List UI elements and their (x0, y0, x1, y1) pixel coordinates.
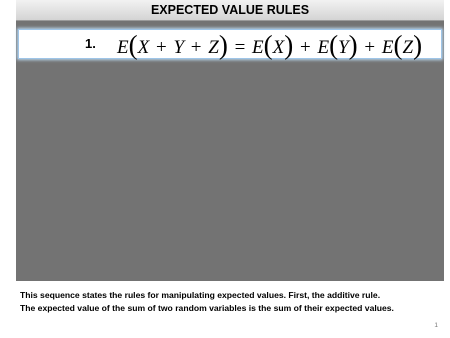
formula-token: Y (338, 37, 349, 58)
formula-additive-rule (117, 30, 422, 58)
formula-token: + (300, 37, 311, 58)
formula-token: E (117, 37, 129, 58)
formula-box (18, 29, 442, 59)
formula-token: + (155, 37, 167, 58)
formula-token: + (364, 37, 376, 58)
formula-token: Y (173, 37, 185, 58)
formula-token: X (137, 37, 150, 58)
caption-line: The expected value of the sum of two random variables is the sum of their expected values. (20, 302, 394, 313)
page-number: 1 (434, 322, 438, 329)
formula-token: ( (128, 30, 138, 60)
formula-token: Z (208, 37, 219, 58)
formula-token: ( (329, 30, 339, 60)
formula-token: E (381, 37, 394, 58)
slide-caption (20, 289, 440, 314)
formula-token: E (252, 37, 264, 58)
formula-token: ) (413, 30, 423, 60)
rule-number: 1. (85, 36, 96, 51)
formula-token: Z (402, 37, 414, 58)
formula-token: X (272, 37, 285, 58)
formula-token: ) (348, 30, 358, 60)
formula-token: E (317, 37, 330, 58)
formula-token: ( (263, 30, 273, 60)
slide-title: EXPECTED VALUE RULES (16, 0, 444, 21)
formula-token: ) (284, 30, 294, 60)
caption-line: This sequence states the rules for manipulating expected values. First, the additive rule. (20, 290, 381, 300)
formula-token: + (190, 37, 202, 58)
slide-content-area (16, 21, 444, 281)
formula-token: = (234, 37, 246, 58)
formula-token: ( (393, 30, 403, 60)
formula-token: ) (218, 30, 228, 60)
